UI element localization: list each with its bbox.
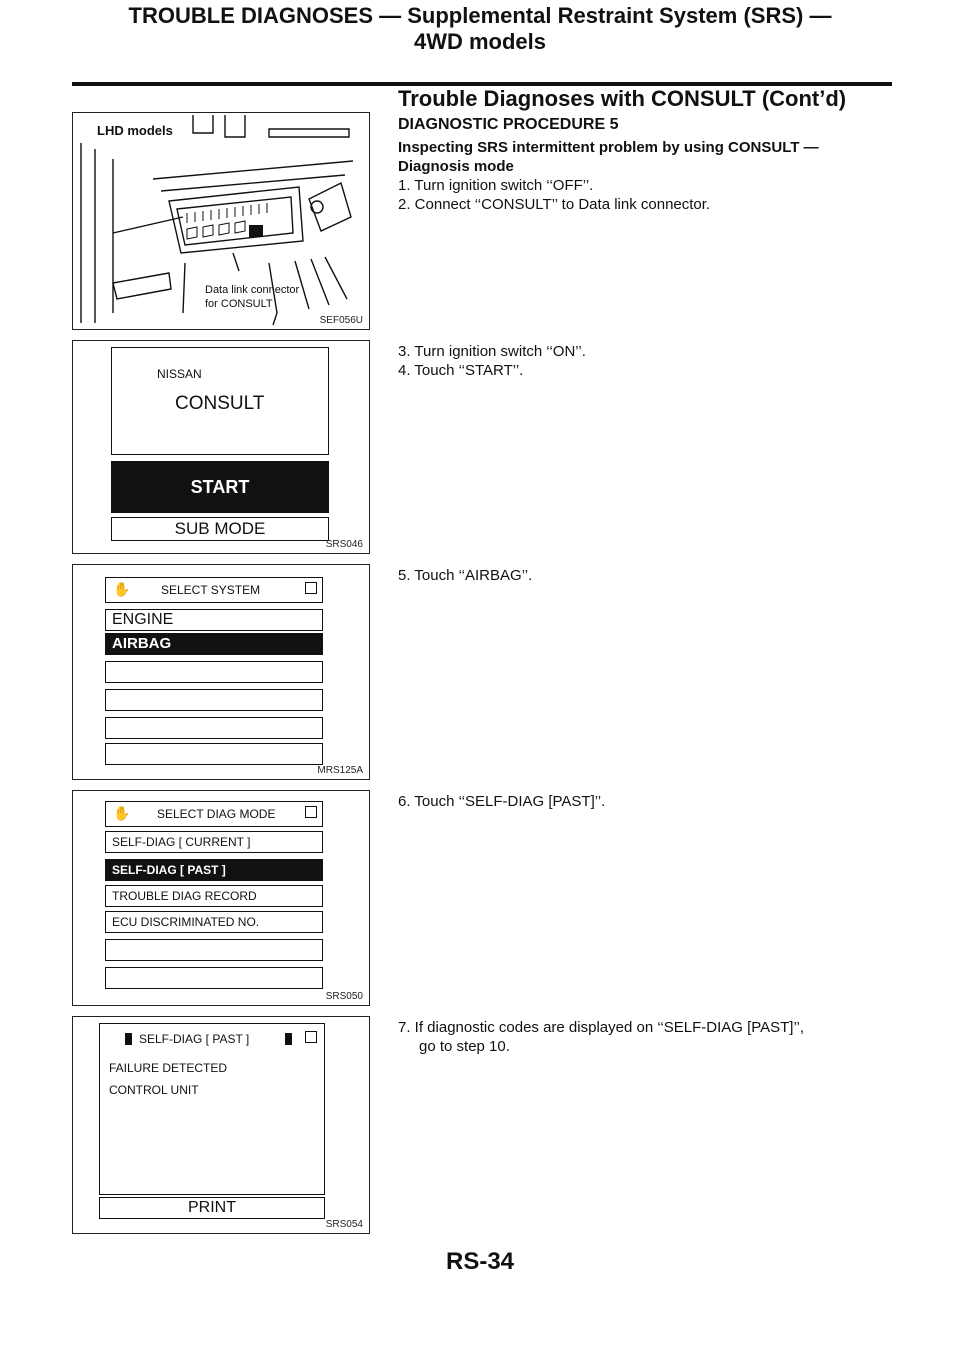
consult-brand: NISSAN [157, 367, 202, 381]
figure-code: SRS046 [325, 539, 363, 550]
menu-item-empty[interactable] [105, 939, 323, 961]
menu-item-empty[interactable] [105, 743, 323, 765]
menu-item-ecu-discriminated-no[interactable]: ECU DISCRIMINATED NO. [105, 911, 323, 933]
figure-consult-start-screen [72, 340, 370, 554]
figure-code: MRS125A [317, 765, 363, 776]
step-4: 4. Touch ‘‘START’’. [398, 362, 524, 379]
menu-item-self-diag-past[interactable]: SELF-DIAG [ PAST ] [105, 859, 323, 881]
menu-item-empty[interactable] [105, 689, 323, 711]
figure-self-diag-past-result [72, 1016, 370, 1234]
menu-item-self-diag-current[interactable]: SELF-DIAG [ CURRENT ] [105, 831, 323, 853]
checkbox-icon[interactable] [305, 806, 317, 818]
menu-item-empty[interactable] [105, 661, 323, 683]
page-number: RS-34 [445, 1248, 515, 1275]
label-lhd-models: LHD models [97, 123, 173, 138]
checkbox-icon[interactable] [305, 582, 317, 594]
step-3: 3. Turn ignition switch ‘‘ON’’. [398, 343, 586, 360]
consult-product: CONSULT [175, 393, 265, 414]
menu-item-trouble-diag-record[interactable]: TROUBLE DIAG RECORD [105, 885, 323, 907]
procedure-block-5 [398, 1018, 892, 1056]
sub-mode-button[interactable]: SUB MODE [111, 517, 329, 541]
figure-select-system [72, 564, 370, 780]
menu-item-empty[interactable] [105, 967, 323, 989]
step-1: 1. Turn ignition switch ‘‘OFF’’. [398, 177, 594, 194]
control-unit-label: CONTROL UNIT [109, 1083, 199, 1097]
menu-item-empty[interactable] [105, 717, 323, 739]
figure-select-diag-mode [72, 790, 370, 1006]
header-line-1: TROUBLE DIAGNOSES — Supplemental Restraint System (SRS) — [128, 3, 832, 28]
procedure-block-1 [398, 114, 892, 214]
menu-item-airbag[interactable]: AIRBAG [105, 633, 323, 655]
step-2: 2. Connect ‘‘CONSULT’’ to Data link connector. [398, 196, 711, 213]
checkbox-icon[interactable] [305, 1031, 317, 1043]
procedure-block-2 [398, 342, 892, 380]
start-button[interactable]: START [111, 461, 329, 513]
procedure-title: DIAGNOSTIC PROCEDURE 5 [398, 116, 619, 133]
procedure-subtitle: Inspecting SRS intermittent problem by using CONSULT — Diagnosis mode [398, 139, 819, 175]
figure-code: SRS050 [325, 991, 363, 1002]
hand-pointer-icon: ✋ [113, 581, 131, 597]
figure-data-link-connector [72, 112, 370, 330]
figure-code: SEF056U [319, 315, 363, 326]
status-marker-icon [125, 1033, 132, 1045]
screen-title: SELECT DIAG MODE [157, 807, 276, 821]
step-7-continued: go to step 10. [419, 1038, 510, 1055]
figure-code: SRS054 [325, 1219, 363, 1230]
procedure-block-4 [398, 792, 892, 811]
failure-detected-label: FAILURE DETECTED [109, 1061, 228, 1075]
label-for-consult: for CONSULT [205, 298, 273, 310]
label-data-link-connector: Data link connector [205, 284, 300, 296]
step-6: 6. Touch ‘‘SELF-DIAG [PAST]’’. [398, 793, 606, 810]
step-7: 7. If diagnostic codes are displayed on ‘‘SELF-DIAG [PAST]’’, [398, 1019, 805, 1036]
header-line-2: 4WD models [413, 29, 547, 54]
screen-title: SELF-DIAG [ PAST ] [139, 1032, 250, 1046]
procedure-block-3 [398, 566, 892, 585]
page-subtitle: Trouble Diagnoses with CONSULT (Cont’d) [398, 86, 847, 111]
menu-item-engine[interactable]: ENGINE [105, 609, 323, 631]
status-marker-icon [285, 1033, 292, 1045]
result-screen-panel [99, 1023, 325, 1195]
hand-pointer-icon: ✋ [113, 805, 131, 821]
dashboard-illustration [73, 113, 370, 330]
screen-title: SELECT SYSTEM [161, 583, 261, 597]
step-5: 5. Touch ‘‘AIRBAG’’. [398, 567, 533, 584]
print-button[interactable]: PRINT [99, 1197, 325, 1219]
